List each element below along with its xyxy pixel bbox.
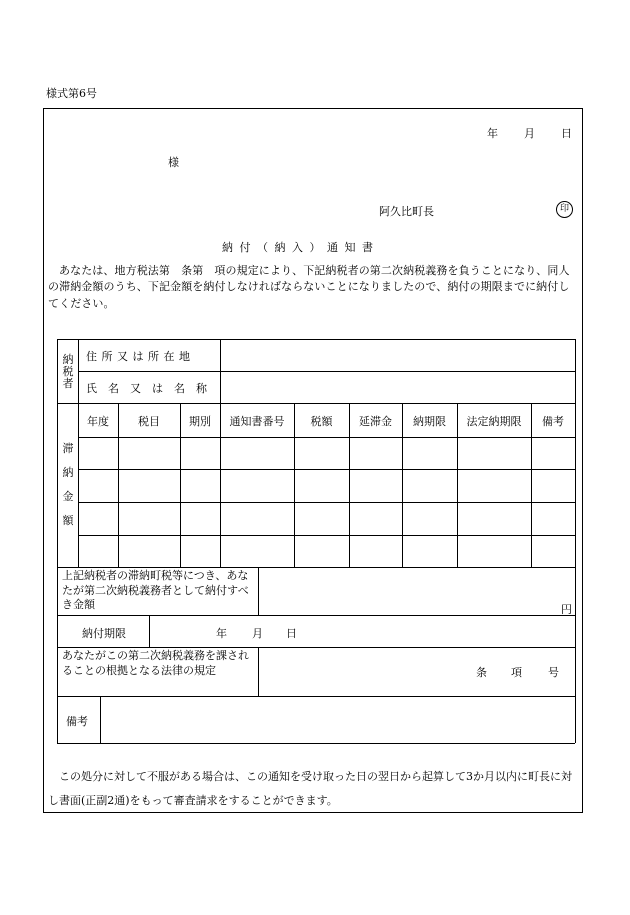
column-header: 納期限 — [413, 415, 446, 428]
form-frame — [43, 108, 583, 813]
address-label: 住 所 又 は 所 在 地 — [86, 350, 191, 363]
legal-basis-label: あなたがこの第二次納税義務を課されることの根拠となる法律の規定 — [62, 649, 249, 677]
amount-due-label: 上記納税者の滞納町税等につき、あなたが第二次納税義務者として納付すべき金額 — [62, 569, 249, 611]
addressee-suffix: 様 — [168, 156, 179, 169]
intro-paragraph: あなたは、地方税法第 条第 項の規定により、下記納税者の第二次納税義務を負うことになり、同人の滞納金額のうち、下記金額を納付しなければならないことになりましたので、納付の期限までに納付してください。 — [48, 264, 570, 310]
issuer: 阿久比町長 — [379, 205, 434, 218]
column-header: 期別 — [189, 415, 211, 428]
name-label: 氏 名 又 は 名 称 — [86, 382, 207, 395]
taxpayer-section-label: 納税者 — [62, 353, 74, 390]
column-header: 年度 — [87, 415, 109, 428]
column-header: 税額 — [310, 415, 333, 428]
appeal-notice: この処分に対して不服がある場合は、この通知を受け取った日の翌日から起算して3か月以内に町長に対し書面(正副2通)をもって審査請求をすることができます。 — [48, 770, 572, 807]
legal-basis-item: 号 — [548, 666, 559, 679]
column-header: 通知書番号 — [229, 415, 285, 428]
column-header: 延滞金 — [359, 415, 392, 428]
deadline-day: 日 — [286, 627, 297, 640]
column-header: 法定納期限 — [466, 415, 522, 428]
date-day: 日 — [561, 127, 572, 140]
form-number: 様式第6号 — [46, 87, 97, 100]
column-header: 備考 — [542, 415, 564, 428]
deadline-year: 年 — [216, 627, 227, 640]
column-header: 税目 — [138, 415, 160, 428]
deadline-month: 月 — [252, 627, 263, 640]
date-month: 月 — [524, 127, 535, 140]
legal-basis-clause: 項 — [511, 666, 522, 679]
arrears-section-label: 滞納金額 — [62, 442, 74, 527]
payment-deadline-label: 納付期限 — [82, 627, 126, 640]
document-title: 納 付 （ 納 入 ） 通 知 書 — [222, 241, 373, 254]
date-year: 年 — [487, 127, 498, 140]
legal-basis-article: 条 — [476, 666, 487, 679]
amount-due-unit: 円 — [561, 603, 572, 616]
seal-stamp: 印 — [556, 201, 573, 218]
remarks-label: 備考 — [66, 715, 88, 728]
